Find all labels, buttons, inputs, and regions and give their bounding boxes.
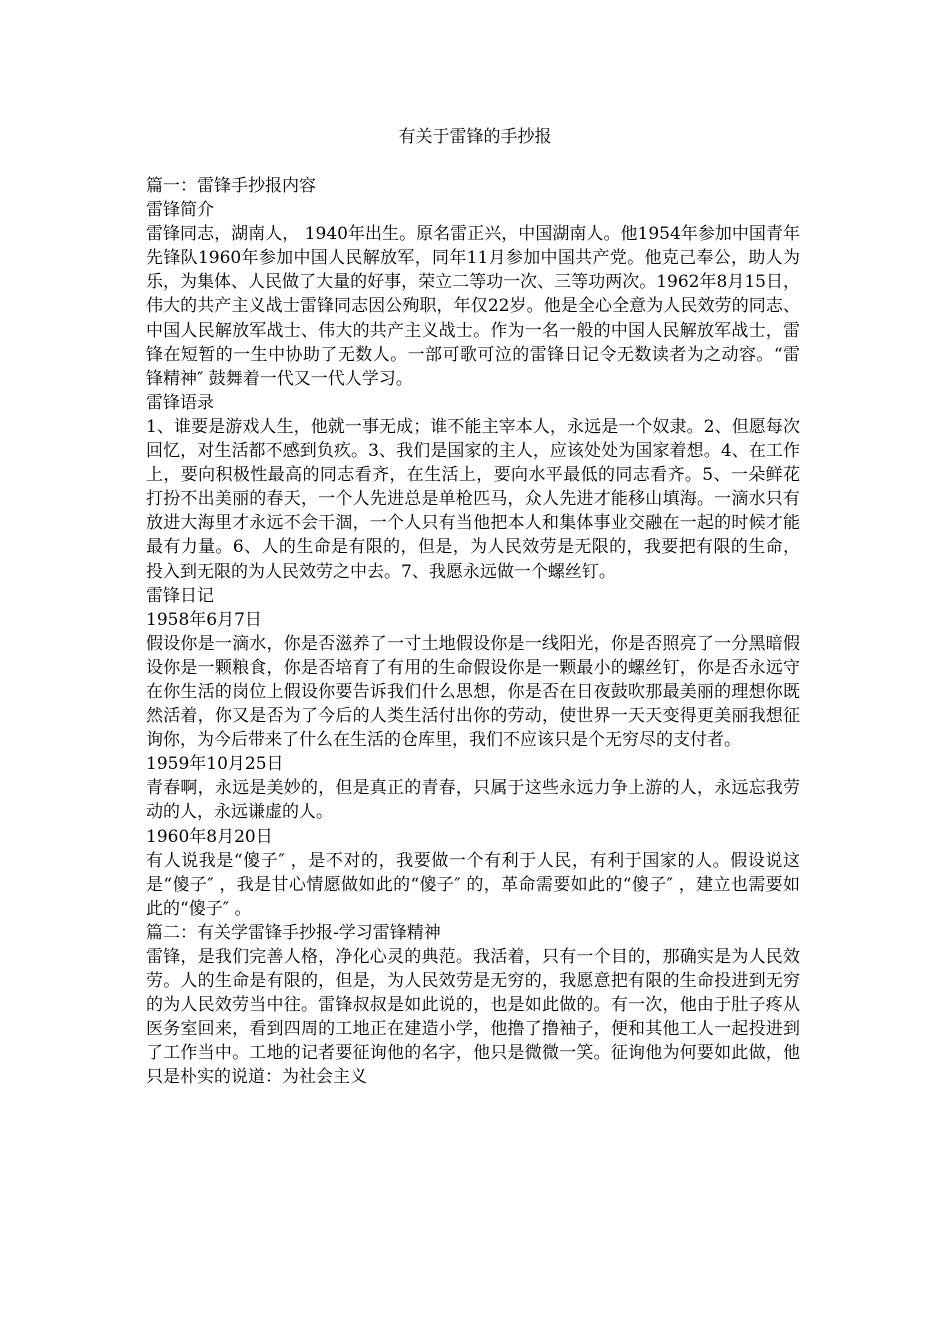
- paragraph-learn-spirit: 雷锋，是我们完善人格，净化心灵的典范。我活着，只有一个目的，那确实是为人民效劳。人的生命是有限的，但是，为人民效劳是无穷的，我愿意把有限的生命投进到无穷的为人民效劳当中往。雷锋叔叔是如此说的，也是如此做的。有一次，他由于肚子疼从医务室回来，看到四周的工地正在建造小学，他撸了撸袖子，便和其他工人一起投进到了工作当中。工地的记者要征询他的名字，他只是微微一笑。征询他为何要如此做，他只是朴实的说道：为社会主义: [146, 947, 800, 1088]
- subheading-quotes: 雷锋语录: [146, 392, 214, 413]
- subheading-biography: 雷锋简介: [146, 200, 214, 221]
- diary-date: 1958年6月7日: [146, 609, 262, 630]
- document-title: 有关于雷锋的手抄报: [398, 127, 552, 147]
- diary-date: 1960年8月20日: [146, 826, 273, 847]
- diary-entry: 青春啊，永远是美妙的，但是真正的青春，只属于这些永远力争上游的人，永远忘我劳动的人，永远谦虚的人。: [146, 778, 800, 823]
- diary-date: 1959年10月25日: [146, 754, 284, 775]
- subheading-diary: 雷锋日记: [146, 585, 214, 606]
- section-heading-part-two: 篇二：有关学雷锋手抄报-学习雷锋精神: [146, 922, 441, 943]
- diary-entry: 有人说我是“傻子″ ，是不对的，我要做一个有利于人民，有利于国家的人。假设说这是“傻子″ ，我是甘心情愿做如此的“傻子″ 的，革命需要如此的“傻子″ ，建立也需要如此的“傻子″ 。: [146, 850, 800, 919]
- document-body: [146, 174, 800, 1090]
- diary-entry: 假设你是一滴水，你是否滋养了一寸土地假设你是一线阳光，你是否照亮了一分黑暗假设你是一颗粮食，你是否培育了有用的生命假设你是一颗最小的螺丝钉，你是否永远守在你生活的岗位上假设你要告诉我们什么思想，你是否在日夜鼓吹那最美丽的理想你既然活着，你又是否为了今后的人类生活付出你的劳动，使世界一天天变得更美丽我想征询你，为今后带来了什么在生活的仓库里，我们不应该只是个无穷尽的支付者。: [146, 633, 800, 751]
- paragraph-quotes: 1、谁要是游戏人生，他就一事无成；谁不能主宰本人，永远是一个奴隶。2、但愿每次回忆，对生活都不感到负疚。3、我们是国家的主人，应该处处为国家着想。4、在工作上，要向积极性最高的同志看齐，在生活上，要向水平最低的同志看齐。5、一朵鲜花打扮不出美丽的春天，一个人先进总是单枪匹马，众人先进才能移山填海。一滴水只有放进大海里才永远不会干涸，一个人只有当他把本人和集体事业交融在一起的时候才能最有力量。6、人的生命是有限的，但是，为人民效劳是无限的，我要把有限的生命，投入到无限的为人民效劳之中去。7、我愿永远做一个螺丝钉。: [146, 416, 800, 582]
- paragraph-biography: 雷锋同志，湖南人， 1940年出生。原名雷正兴，中国湖南人。他1954年参加中国青年先锋队1960年参加中国人民解放军，同年11月参加中国共产党。他克己奉公，助人为乐，为集体、人民做了大量的好事，荣立二等功一次、三等功两次。1962年8月15日，伟大的共产主义战士雷锋同志因公殉职，年仅22岁。他是全心全意为人民效劳的同志、中国人民解放军战士、伟大的共产主义战士。作为一名一般的中国人民解放军战士，雷锋在短暂的一生中协助了无数人。一部可歌可泣的雷锋日记令无数读者为之动容。“雷锋精神″ 鼓舞着一代又一代人学习。: [146, 224, 800, 389]
- section-heading-part-one: 篇一：雷锋手抄报内容: [146, 176, 316, 196]
